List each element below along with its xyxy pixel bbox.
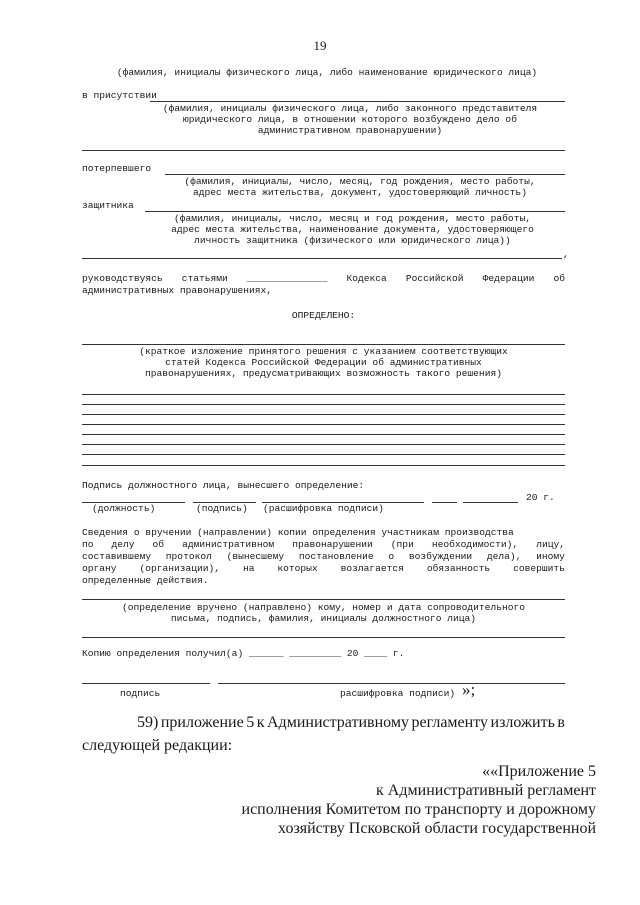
item-word: 59): [137, 714, 159, 731]
caption-position: (должность): [92, 503, 156, 514]
delivery-word: об: [152, 539, 165, 550]
item-word: регламенту: [411, 714, 488, 731]
victim-field-line[interactable]: [165, 174, 565, 175]
decision-hint-3: правонарушениях, предусматривающих возможность такого решения): [145, 368, 502, 379]
delivery-word: (организации),: [139, 563, 221, 574]
item-59-line-2: следующей редакции:: [82, 737, 233, 754]
defender-hint-1: (фамилия, инициалы, число, месяц и год рождения, место работы,: [174, 213, 531, 224]
defender-hint-2: адрес места жительства, наименование документа, удостоверяющего: [171, 224, 534, 235]
decision-blank-line[interactable]: [82, 414, 565, 415]
month-field-line[interactable]: [463, 502, 518, 503]
decode-caption: расшифровка подписи): [340, 688, 456, 699]
decision-blank-line[interactable]: [82, 404, 565, 405]
person-hint: (фамилия, инициалы физического лица, либо наименование юридического лица): [116, 67, 538, 78]
delivery-word: возбуждении: [408, 551, 473, 562]
caption-decode: (расшифровка подписи): [263, 503, 384, 514]
delivery-word: лицу,: [536, 539, 565, 550]
delivery-line-4: [82, 563, 565, 574]
defender-extra-line[interactable]: [82, 258, 562, 259]
delivery-word: постановление: [298, 551, 374, 562]
delivery-word: о: [388, 551, 395, 562]
delivery-extra-line[interactable]: [82, 637, 565, 638]
decision-field-line[interactable]: [82, 344, 565, 345]
item-word: к: [256, 714, 265, 731]
delivery-word: дела),: [486, 551, 522, 562]
delivery-line-5: определенные действия.: [82, 575, 209, 586]
guided-word: об: [553, 273, 565, 284]
delivery-line-1: Сведения о вручении (направлении) копии определения участникам производства: [82, 527, 514, 538]
victim-hint-2: адрес места жительства, документ, удостоверяющий личность): [193, 187, 527, 198]
defender-label: защитника: [82, 200, 134, 211]
item-word: изложить: [490, 714, 555, 731]
delivery-word: иному: [536, 551, 565, 562]
delivery-word: правонарушении: [292, 539, 373, 550]
item-word: Административному: [267, 714, 409, 731]
presence-field-line[interactable]: [150, 101, 565, 102]
guided-line-2: административных правонарушениях,: [82, 285, 272, 296]
presence-hint-1: (фамилия, инициалы физического лица, либо законного представителя: [162, 103, 538, 114]
delivery-word: обязанность: [426, 563, 491, 574]
delivery-word: составившему: [82, 551, 152, 562]
copy-received-line: Копию определения получил(а) ______ _________ 20 ____ г.: [82, 648, 405, 659]
delivery-word: возлагается: [340, 563, 404, 574]
defender-hint-3: личность защитника (физического или юридического лица)): [194, 235, 511, 246]
delivery-word: органу: [82, 563, 117, 574]
appendix-line-4: хозяйству Псковской области государственной: [278, 820, 596, 837]
caption-signature: (подпись): [196, 503, 248, 514]
delivery-word: (при: [390, 539, 414, 550]
delivery-word: необходимости),: [431, 539, 519, 550]
guided-line-1: [82, 273, 565, 284]
delivery-word: которых: [277, 563, 318, 574]
delivery-field-line[interactable]: [82, 599, 565, 600]
guided-word: статьями: [181, 273, 228, 284]
delivery-hint-2: письма, подпись, фамилия, инициалы должностного лица): [170, 613, 477, 624]
delivery-word: по: [82, 539, 94, 550]
presence-hint-2: юридического лица, в отношении которого возбуждено дело об: [183, 114, 517, 125]
decision-blank-line[interactable]: [82, 454, 565, 455]
decision-blank-line[interactable]: [82, 434, 565, 435]
victim-label: потерпевшего: [82, 163, 152, 174]
signature-caption: подпись: [120, 688, 161, 699]
presence-label: в присутствии: [82, 90, 157, 101]
appendix-line-2: к Административный регламент: [376, 782, 596, 799]
year-suffix: 20 г.: [526, 492, 555, 503]
determined-heading: ОПРЕДЕЛЕНО:: [291, 310, 356, 321]
day-field-line[interactable]: [432, 502, 457, 503]
delivery-word: на: [242, 563, 255, 574]
signature-label: Подпись должностного лица, вынесшего определение:: [82, 480, 365, 491]
appendix-line-3: исполнения Комитетом по транспорту и дорожному: [241, 801, 596, 818]
decision-blank-line[interactable]: [82, 465, 565, 466]
delivery-hint-1: (определение вручено (направлено) кому, номер и дата сопроводительного: [121, 602, 525, 613]
delivery-line-3: [82, 551, 565, 562]
closing-quote: »;: [462, 680, 476, 699]
delivery-line-2: [82, 539, 565, 550]
item-word: 5: [246, 714, 255, 731]
decision-blank-line[interactable]: [82, 424, 565, 425]
guided-word: руководствуясь: [82, 273, 163, 284]
defender-field-line[interactable]: [145, 211, 565, 212]
delivery-word: (вынесшему: [226, 551, 285, 562]
victim-hint-1: (фамилия, инициалы, число, месяц, год рождения, место работы,: [184, 176, 536, 187]
item-word: в: [557, 714, 565, 731]
articles-blank[interactable]: ______________: [246, 273, 328, 284]
decision-hint-1: (краткое изложение принятого решения с указанием соответствующих: [139, 346, 508, 357]
delivery-word: протокол: [165, 551, 212, 562]
presence-extra-line[interactable]: [82, 150, 565, 151]
item-word: приложение: [160, 714, 244, 731]
appendix-title: ««Приложение 5: [482, 763, 596, 780]
presence-hint-3: административном правонарушении): [257, 125, 443, 136]
delivery-word: административном: [182, 539, 275, 550]
guided-word: Российской: [405, 273, 464, 284]
receiver-signature-line[interactable]: [82, 683, 210, 684]
guided-word: Кодекса: [346, 273, 387, 284]
decision-hint-2: статей Кодекса Российской Федерации об административных: [165, 357, 482, 368]
delivery-word: совершить: [513, 563, 565, 574]
decision-blank-line[interactable]: [82, 444, 565, 445]
page-number: 19: [313, 38, 327, 53]
item-59-line-1: [82, 714, 565, 732]
receiver-decode-line[interactable]: [218, 683, 565, 684]
trailing-comma: ,: [563, 249, 569, 260]
guided-word: Федерации: [482, 273, 535, 284]
delivery-word: делу: [111, 539, 135, 550]
decision-blank-line[interactable]: [82, 394, 565, 395]
